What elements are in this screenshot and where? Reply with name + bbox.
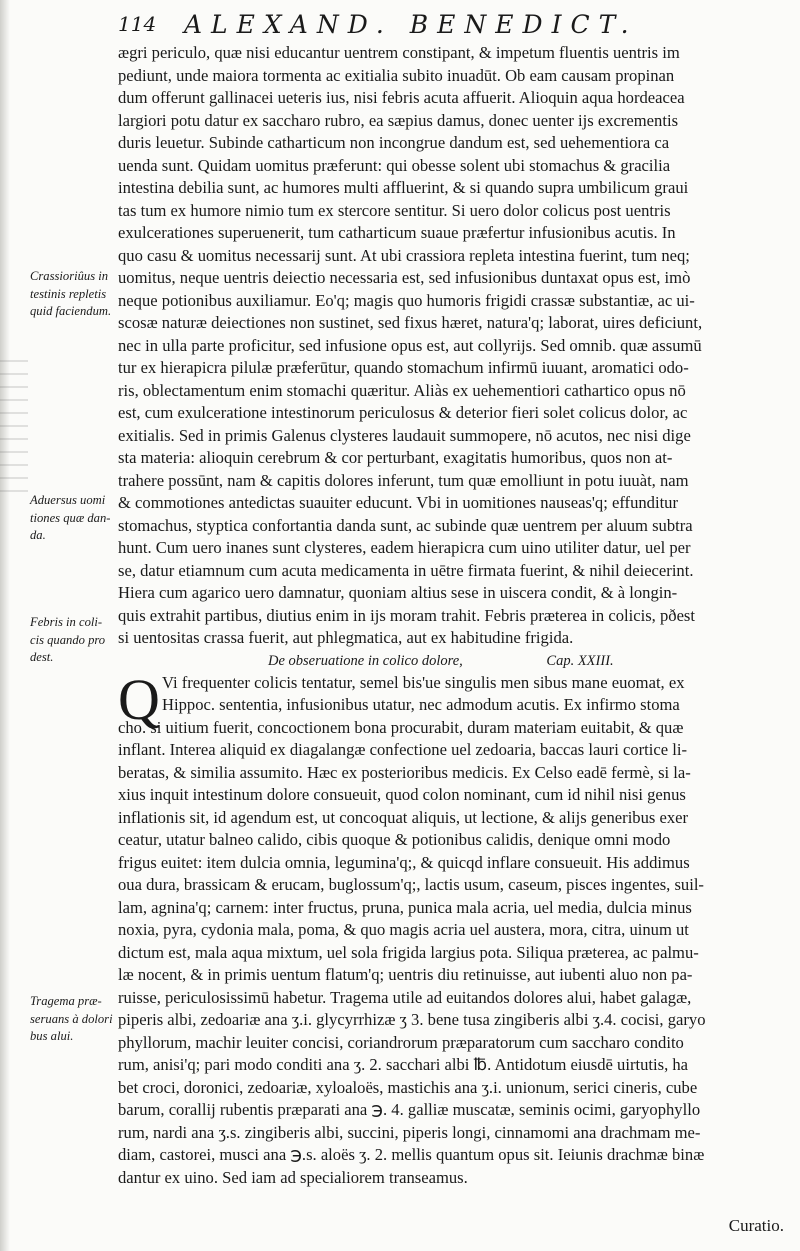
text-line: duris leuetur. Subinde catharticum non incongrue dandum est, sed uehementiora ca — [118, 133, 670, 152]
text-line: Hippoc. sententia, infusionibus utatur, nec admodum acutis. Ex infirmo stoma — [162, 695, 680, 714]
paragraph-1 — [118, 42, 778, 650]
running-head: ALEXAND. BENEDICT. — [184, 10, 638, 39]
chapter-number: Cap. XXIII. — [546, 652, 614, 669]
text-line: cho. si uitium fuerit, concoctionem bona procurabit, duram materiam euitabit, & quæ — [118, 717, 684, 737]
margin-note-line: Febris in coli- — [30, 615, 103, 629]
folio-number: 114 — [118, 12, 157, 36]
text-line: bet croci, doronici, zedoariæ, xyloaloës, mastichis ana ʒ.i. unionum, serici cineris, cube — [118, 1077, 698, 1097]
text-line: neque potionibus auxiliamur. Eo'q; magis quo humoris frigidi crassæ substantiæ, ac ui- — [118, 290, 695, 310]
text-line: & commotiones antedictas suauiter educunt. Vbi in uomitiones nauseas'q; effunditur — [118, 493, 678, 512]
margin-note — [30, 492, 120, 545]
text-line: dum offerunt gallinacei ueteris ius, nisi febris acuta affuerit. Alioquin aqua hordeacea — [118, 88, 685, 107]
text-line: noxia, pyra, cydonia mala, poma, & quo magis acria uel austera, mora, citra, uinum ut — [118, 920, 689, 939]
margin-note-line: bus alui. — [30, 1029, 74, 1043]
text-line: intestina debilia sunt, ac humores multi affluerint, & si quando supra umbilicum graui — [118, 178, 689, 197]
text-line: diam, castorei, musci ana ℈.s. aloës ʒ. 2. mellis quantum opus sit. Ieiunis drachmæ binæ — [118, 1145, 705, 1164]
text-line: quo casu & uomitus necessarij sunt. At ubi crassiora repleta intestina fuerint, tum neq; — [118, 245, 690, 265]
text-line: tas tum ex humore nimio tum ex stercore sentitur. Si uero dolor colicus post uentris — [118, 200, 671, 220]
text-line: trahere possūnt, nam & capitis dolores inferunt, tum quæ emolliunt in potu iuuàt, nam — [118, 470, 689, 490]
chapter-title: De obseruatione in colico dolore, — [268, 652, 463, 669]
margin-note-line: tiones quæ dan- — [30, 510, 111, 525]
text-line: ris, oblectamentum enim stomachi quæritur. Aliàs ex uehementiori cathartico opus nō — [118, 380, 686, 400]
text-line: frigus euitet: item dulcia omnia, legumina'q;, & quicqd inflare consueuit. His addimus — [118, 852, 690, 872]
chapter-heading — [118, 650, 778, 672]
text-line: scosæ naturæ deiectiones non sustinet, sed fixus hæret, natura'q; laborat, uires deficiunt, — [118, 313, 703, 332]
text-line: est, cum exulceratione intestinorum periculosus & deterior fieri solet colicus dolor, ac — [118, 403, 688, 422]
text-line: largiori potu datur ex saccharo rubro, ea sæpius damus, donec uenter ijs excrementis — [118, 110, 679, 130]
text-line: sta materia: alioquin cerebrum & cor perturbant, exagitatis humoribus, quos non at- — [118, 448, 673, 467]
text-line: quis extrahit partibus, diutius enim in ijs moram trahit. Febris præterea in colicis, pðest — [118, 605, 695, 625]
text-line: pediunt, unde maiora tormenta ac exitialia subito inuadūt. Ob eam causam propinan — [118, 65, 675, 85]
margin-note-line: dest. — [30, 650, 54, 664]
margin-note-line: Tragema præ- — [30, 994, 102, 1008]
page-header — [112, 10, 752, 42]
text-column — [118, 42, 778, 1189]
margin-note-line: da. — [30, 528, 46, 542]
text-line: rum, anisi'q; pari modo conditi ana ʒ. 2. sacchari albi ℔. Antidotum eiusdē uirtutis, ha — [118, 1055, 689, 1074]
text-line: exulcerationes superuenerit, tum catharticum suaue præfertur infusionibus acutis. In — [118, 223, 676, 242]
margin-note — [30, 614, 120, 667]
text-line: stomachus, styptica confortantia danda sunt, ac subinde quæ uentrem per aluum subtra — [118, 515, 693, 535]
text-line: ceatur, utatur balneo calido, cibis quoque & potionibus calidis, denique omni modo — [118, 830, 671, 849]
margin-note-line: Aduersus uomi — [30, 493, 106, 507]
drop-cap: Q — [118, 666, 160, 732]
text-line: Hiera cum agarico uero damnatur, quoniam altius sese in uiscera condit, & à longin- — [118, 583, 678, 602]
text-line: dictum est, mala aqua mixtum, uel sola frigida largius pota. Siliqua præterea, ac palmu- — [118, 942, 699, 962]
text-line: uomitus, neque uentris deiectio necessaria est, sed infusionibus duntaxat opus est, imò — [118, 268, 691, 287]
text-line: se, datur etiamnum cum acuta medicamenta in uētre firmata fuerint, & nihil deiecerint. — [118, 560, 694, 580]
margin-note-line: seruans à dolori — [30, 1011, 113, 1026]
text-line: exitialis. Sed in primis Galenus clysteres laudauit summopere, nō acutos, nec nisi dige — [118, 425, 691, 445]
margin-note-line: Crassioriûus in — [30, 269, 109, 283]
paragraph-2 — [118, 666, 778, 1190]
margin-note-line: cis quando pro — [30, 632, 106, 647]
text-line: xius inquit intestinum dolore consueuit, quod colon nominant, cum id nihil nisi genus — [118, 785, 686, 804]
text-line: beratas, & similia assumito. Hæc ex posterioribus medicis. Ex Celso eadē fermè, si la- — [118, 762, 691, 782]
text-line: lam, agnina'q; carnem: inter fructus, pruna, punica mala acria, uel media, dulcia minus — [118, 897, 692, 917]
text-line: phyllorum, machir leuiter concisi, coriandrorum præparatorum cum saccharo condito — [118, 1032, 684, 1052]
margin-note-line: quid faciendum. — [30, 304, 112, 318]
text-line: rum, nardi ana ʒ.s. zingiberis albi, succini, piperis longi, cinnamomi ana drachmam me- — [118, 1122, 701, 1142]
text-line: uenda sunt. Quidam uomitus præferunt: qui obesse solent ubi stomachus & gracilia — [118, 155, 671, 175]
catchword: Curatio. — [728, 1216, 784, 1235]
text-line: hunt. Cum uero inanes sunt clysteres, eadem hierapicra cum uino utiliter datur, uel per — [118, 538, 691, 557]
text-line: tur ex hierapicra pilulæ præferūtur, quando stomachum infirmū iuuant, aromatici odo- — [118, 358, 689, 377]
text-line: ægri periculo, quæ nisi educantur uentrem constipant, & impetum fluentis uentris im — [118, 43, 680, 62]
text-line: inflant. Interea aliquid ex diagalangæ confectione uel zedoaria, baccas lauri cortice li- — [118, 740, 687, 759]
show-through-text — [0, 360, 28, 500]
margin-note — [30, 268, 120, 321]
text-line: piperis albi, zedoariæ ana ʒ.i. glycyrrhizæ ʒ 3. bene tusa zingiberis albi ʒ.4. cocisi, garyo — [118, 1010, 706, 1029]
text-line: inflationis sit, id agendum est, ut concoquat aliquis, ut lectione, & alijs generibus exer — [118, 807, 689, 827]
margin-note-line: testinis repletis — [30, 286, 107, 301]
text-line: si uentositas crassa fuerit, aut phlegmatica, aut ex habitudine frigida. — [118, 628, 574, 647]
text-line: dantur ex uino. Sed iam ad specialiorem transeamus. — [118, 1167, 468, 1187]
margin-note — [30, 993, 120, 1046]
text-line: ruisse, periculosissimū habetur. Tragema utile ad euitandos dolores alui, habet galagæ, — [118, 987, 692, 1007]
text-line: nec in ulla parte proficitur, sed infusione opus est, aut collyrijs. Sed omnib. quæ assumū — [118, 335, 702, 355]
text-line: læ nocent, & in primis uentum flatum'q; uentris diu retinuisse, aut iubenti aluo non pa- — [118, 965, 693, 984]
text-line: oua dura, brassicam & erucam, buglossum'q;, lactis usum, caseum, pisces ingentes, suil- — [118, 875, 704, 894]
text-line: barum, corallij rubentis præparati ana ℈. 4. galliæ muscatæ, seminis ocimi, garyophyllo — [118, 1100, 701, 1119]
page-edge-shadow — [0, 0, 10, 1251]
text-line: Vi frequenter colicis tentatur, semel bis'ue singulis men sibus mane euomat, ex — [162, 672, 685, 692]
